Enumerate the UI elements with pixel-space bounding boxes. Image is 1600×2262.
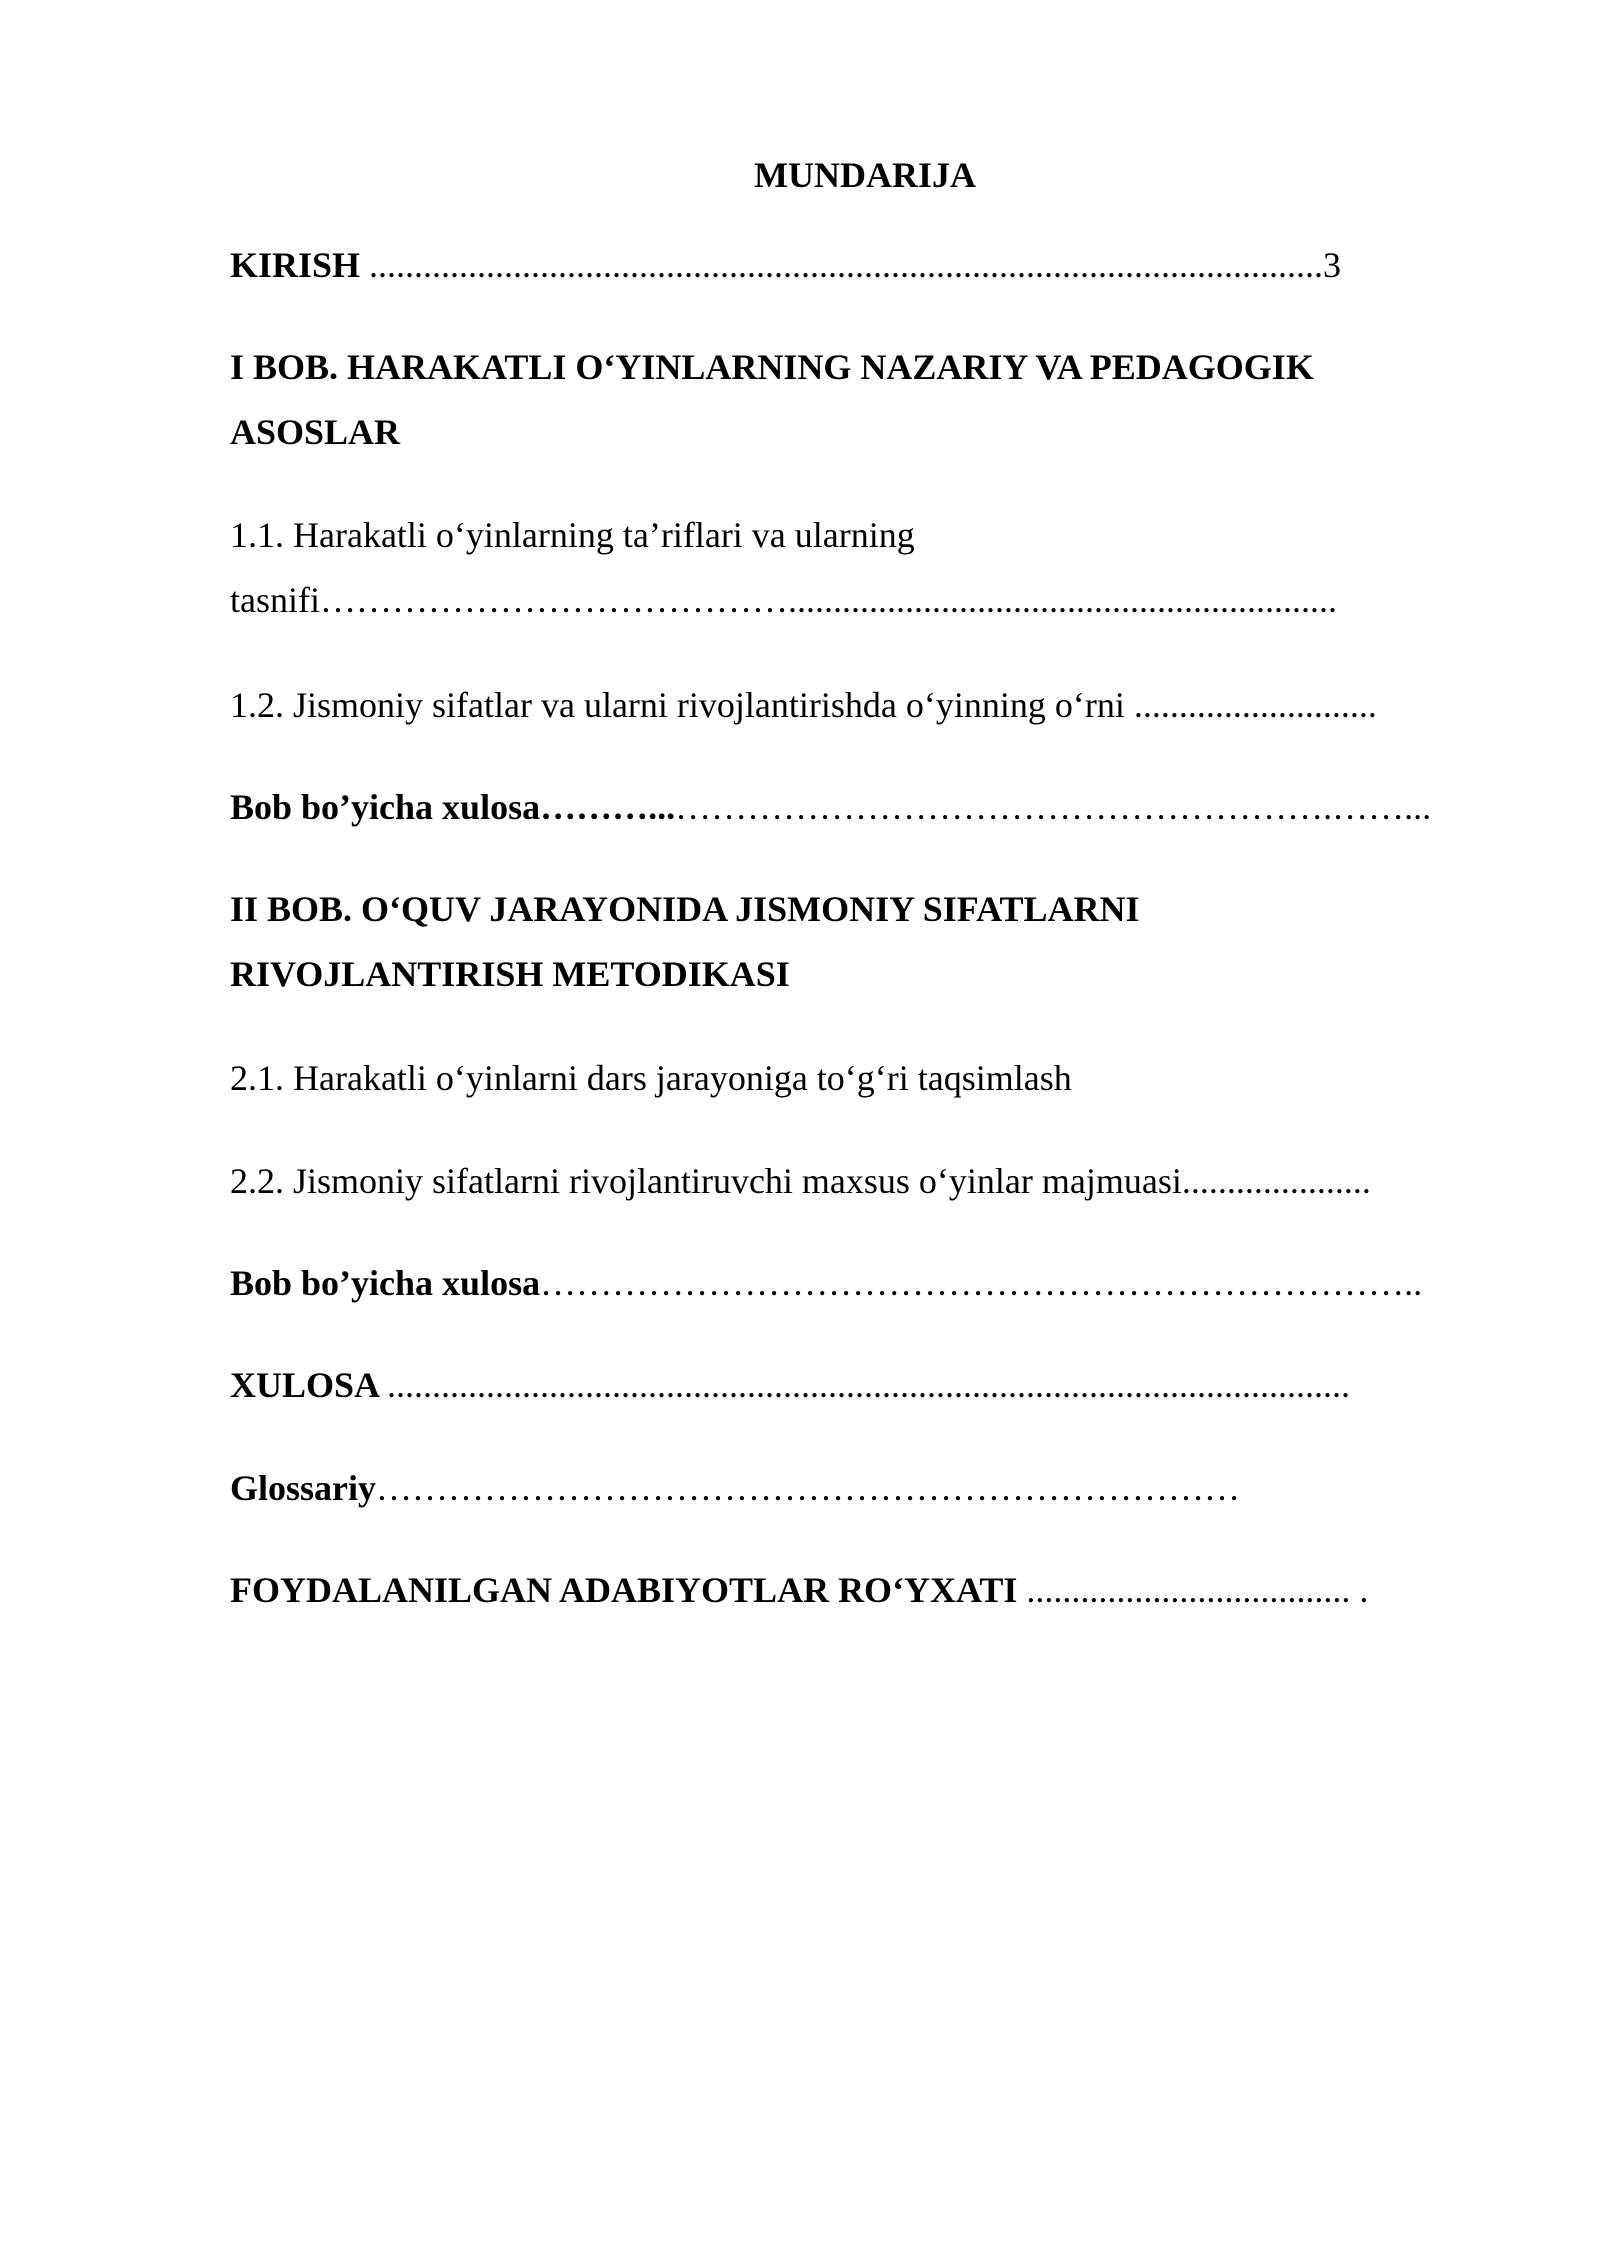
toc-leader: ………………………………………………………………..: [540, 1263, 1423, 1303]
toc-leader: ……………………………………………….……...: [675, 787, 1432, 827]
toc-page-number: 3: [1323, 245, 1342, 285]
toc-entry-chapter-1-conclusion: [230, 782, 1431, 832]
page-title: MUNDARIJA: [754, 155, 976, 195]
toc-label: FOYDALANILGAN ADABIYOTLAR RO‘YXATI: [230, 1570, 1027, 1610]
toc-label: Glossariy: [230, 1468, 377, 1508]
toc-entry-xulosa: [230, 1360, 1350, 1410]
toc-entry-2-1: 2.1. Harakatli o‘yinlarni dars jarayoniga to‘g‘ri taqsimlash: [230, 1058, 1072, 1098]
toc-label: XULOSA: [230, 1365, 388, 1405]
toc-entry-kirish: [230, 240, 1341, 290]
toc-entry-1-1: 1.1. Harakatli o‘yinlarning ta’riflari va ularning: [230, 515, 915, 555]
chapter-1-heading-cont: ASOSLAR: [230, 412, 401, 452]
chapter-1-heading: I BOB. HARAKATLI O‘YINLARNING NAZARIY VA PEDAGOGIK: [230, 347, 1314, 387]
toc-leader: ………………………………………………………………: [376, 1468, 1241, 1508]
toc-label: KIRISH: [230, 245, 370, 285]
chapter-2-heading-cont: RIVOJLANTIRISH METODIKASI: [230, 954, 790, 994]
toc-leader: ...........................................................................................................: [387, 1365, 1351, 1405]
toc-entry-adabiyotlar: [230, 1565, 1368, 1615]
toc-entry-1-1-cont: tasnifi………………………………….............................................................: [230, 580, 1337, 620]
chapter-2-heading: II BOB. O‘QUV JARAYONIDA JISMONIY SIFATLARNI: [230, 889, 1140, 929]
toc-entry-1-2: 1.2. Jismoniy sifatlar va ularni rivojlantirishda o‘yinning o‘rni ...........................: [230, 685, 1377, 725]
toc-entry-2-2: 2.2. Jismoniy sifatlarni rivojlantiruvchi maxsus o‘yinlar majmuasi.....................: [230, 1161, 1371, 1201]
toc-entry-glossariy: [230, 1463, 1240, 1513]
toc-label: Bob bo’yicha xulosa………...: [230, 787, 676, 827]
toc-label: Bob bo’yicha xulosa: [230, 1263, 541, 1303]
toc-entry-chapter-2-conclusion: [230, 1258, 1422, 1308]
toc-leader: ..........................................................................................................: [369, 245, 1324, 285]
toc-leader: .................................... .: [1026, 1570, 1369, 1610]
